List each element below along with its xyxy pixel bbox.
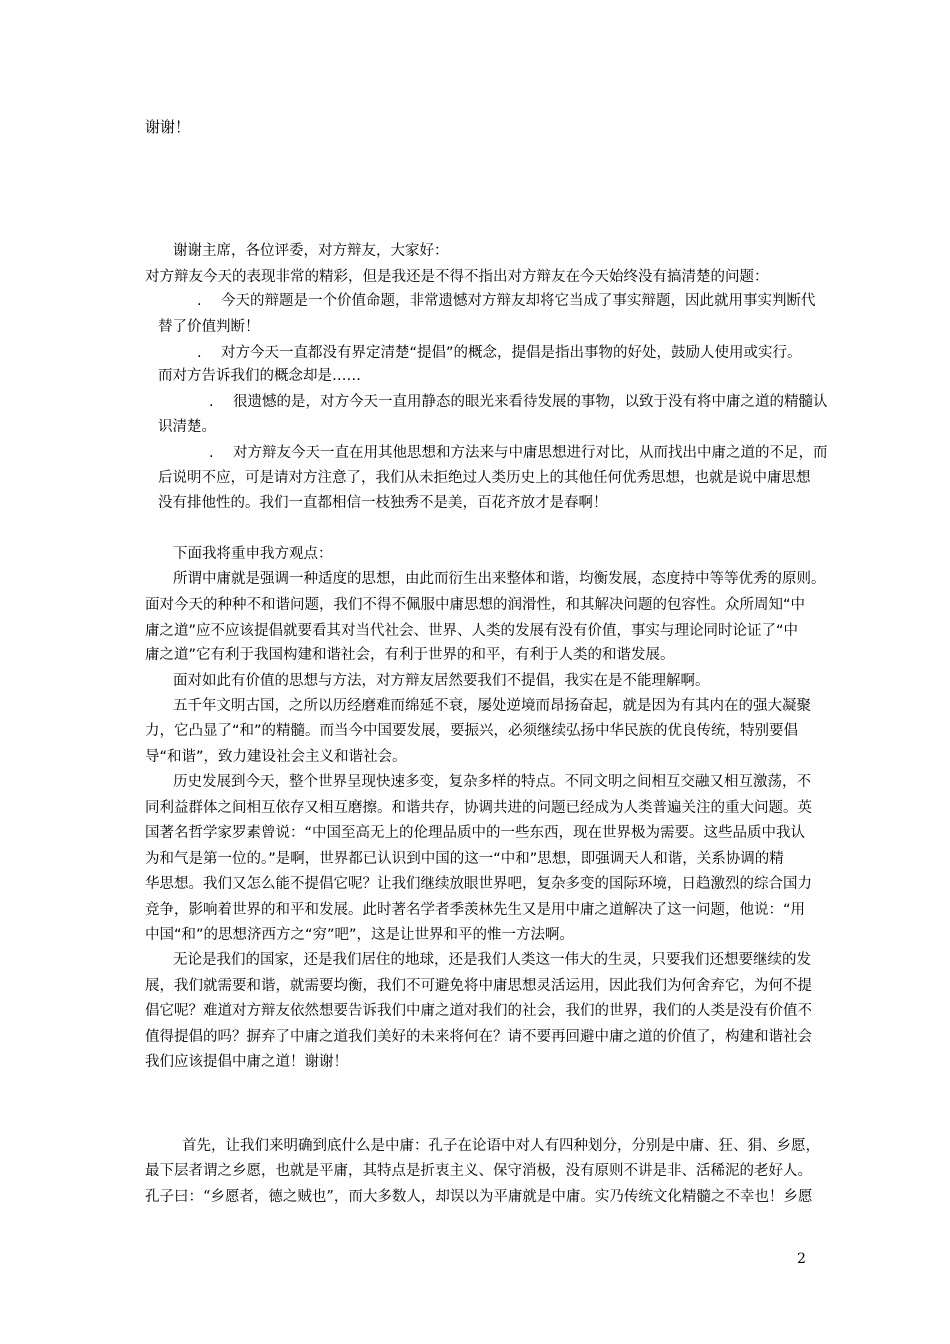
greeting-line: 谢谢主席，各位评委，对方辩友，大家好：	[173, 243, 449, 259]
point-4-marker: .	[209, 445, 214, 461]
point-1-line-1: 今天的辩题是一个价值命题，非常遗憾对方辩友却将它当成了事实辩题，因此就用事实判断代	[221, 293, 816, 309]
body-line: 华思想。我们又怎么能不提倡它呢？让我们继续放眼世界吧，复杂多变的国际环境，日趋激烈的综合国力	[145, 876, 812, 892]
point-2-marker: .	[197, 345, 202, 361]
point-4-line-2: 后说明不应，可是请对方注意了，我们从未拒绝过人类历史上的其他任何优秀思想，也就是说中庸思想	[158, 470, 811, 486]
serif-line: 孔子曰：“乡愿者，德之贼也”，而大多数人，却误以为平庸就是中庸。实乃传统文化精髓之不幸也！乡愿	[145, 1189, 813, 1205]
body-line: 面对如此有价值的思想与方法，对方辩友居然要我们不提倡，我实在是不能理解啊。	[173, 673, 710, 689]
body-line: 所谓中庸就是强调一种适度的思想，由此而衍生出来整体和谐，均衡发展，态度持中等等优秀的原则。	[173, 571, 826, 587]
body-line: 力，它凸显了“和”的精髓。而当今中国要发展，要振兴，必须继续弘扬中华民族的优良传统，特别要倡	[145, 723, 799, 739]
point-3-line-2: 识清楚。	[158, 419, 216, 435]
point-1-line-2: 替了价值判断！	[158, 319, 260, 335]
body-line: 倡它呢？难道对方辩友依然想要告诉我们中庸之道对我们的社会，我们的世界，我们的人类是没有价值不	[145, 1003, 812, 1019]
body-line: 面对今天的种种不和谐问题，我们不得不佩服中庸思想的润滑性，和其解决问题的包容性。众所周知“中	[145, 597, 806, 613]
point-3-line-1: 很遗憾的是，对方今天一直用静态的眼光来看待发展的事物，以致于没有将中庸之道的精髓认	[233, 394, 828, 410]
body-line: 五千年文明古国，之所以历经磨难而绵延不衰，屡处逆境而昂扬奋起，就是因为有其内在的强大凝聚	[173, 698, 811, 714]
thanks-line: 谢谢！	[145, 118, 191, 136]
point-4-line-3: 没有排他性的。我们一直都相信一枝独秀不是美，百花齐放才是春啊！	[158, 495, 608, 511]
body-line: 历史发展到今天，整个世界呈现快速多变，复杂多样的特点。不同文明之间相互交融又相互激荡，不	[173, 774, 811, 790]
body-line: 值得提倡的吗？摒弃了中庸之道我们美好的未来将何在？请不要再回避中庸之道的价值了，构建和谐社会	[145, 1029, 812, 1045]
point-3-marker: .	[209, 394, 214, 410]
body-line: 下面我将重申我方观点：	[173, 546, 333, 562]
intro-line: 对方辩友今天的表现非常的精彩，但是我还是不得不指出对方辩友在今天始终没有搞清楚的问题：	[145, 269, 769, 285]
body-line: 导“和谐”，致力建设社会主义和谐社会。	[145, 749, 407, 765]
body-line: 同利益群体之间相互依存又相互磨擦。和谐共存，协调共进的问题已经成为人类普遍关注的重大问题。英	[145, 800, 812, 816]
point-2-line-1: 对方今天一直都没有界定清楚“提倡”的概念，提倡是指出事物的好处，鼓励人使用或实行。	[221, 345, 802, 361]
body-line: 无论是我们的国家，还是我们居住的地球，还是我们人类这一伟大的生灵，只要我们还想要继续的发	[173, 952, 811, 968]
body-line: 竞争，影响着世界的和平和发展。此时著名学者季羡林先生又是用中庸之道解决了这一问题，他说：“用	[145, 902, 806, 918]
page-number: 2	[797, 1251, 806, 1267]
body-line: 庸之道”应不应该提倡就要看其对当代社会、世界、人类的发展有没有价值，事实与理论同时论证了“中	[145, 623, 799, 639]
point-4-line-1: 对方辩友今天一直在用其他思想和方法来与中庸思想进行对比，从而找出中庸之道的不足，而	[233, 445, 828, 461]
serif-line: 最下层者谓之乡愿，也就是平庸，其特点是折衷主义、保守消极，没有原则不讲是非、活稀泥的老好人。	[145, 1163, 812, 1179]
body-line: 中国“和”的思想济西方之“穷”吧”，这是让世界和平的惟一方法啊。	[145, 927, 575, 943]
point-1-marker: .	[197, 293, 202, 309]
serif-line: 首先，让我们来明确到底什么是中庸：孔子在论语中对人有四种划分，分别是中庸、狂、狷、乡愿，	[182, 1138, 820, 1154]
body-line: 庸之道”它有利于我国构建和谐社会，有利于世界的和平，有利于人类的和谐发展。	[145, 647, 675, 663]
point-2-line-2: 而对方告诉我们的概念却是……	[158, 368, 361, 384]
body-line: 我们应该提倡中庸之道！谢谢！	[145, 1054, 348, 1070]
body-line: 展，我们就需要和谐，就需要均衡，我们不可避免将中庸思想灵活运用，因此我们为何舍弃它，为何不提	[145, 978, 812, 994]
body-line: 国著名哲学家罗素曾说：“中国至高无上的伦理品质中的一些东西，现在世界极为需要。这些品质中我认	[145, 825, 806, 841]
body-line: 为和气是第一位的。”是啊，世界都已认识到中国的这一“中和”思想，即强调天人和谐，关系协调的精	[145, 851, 784, 867]
